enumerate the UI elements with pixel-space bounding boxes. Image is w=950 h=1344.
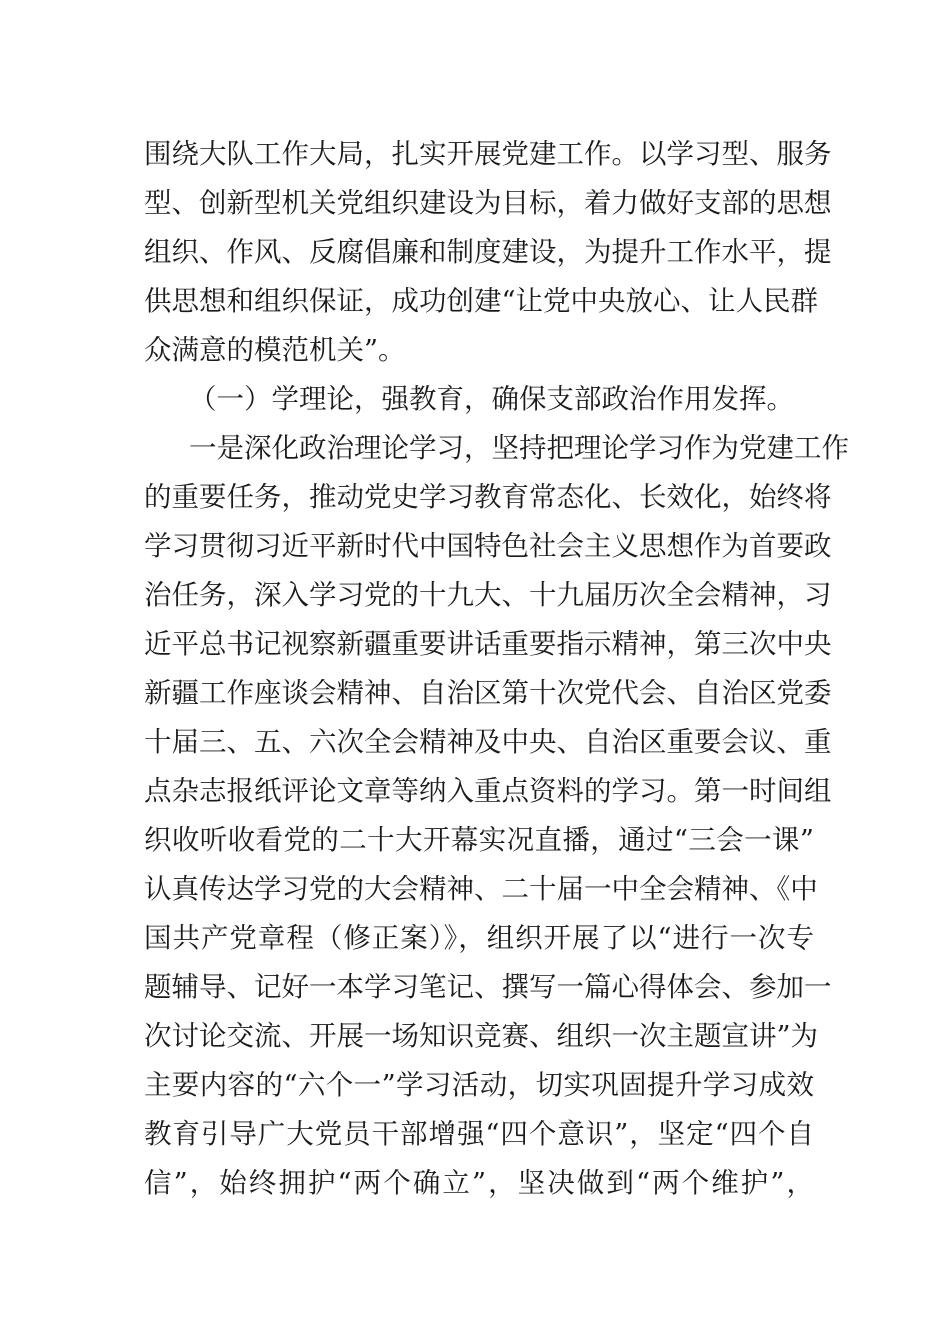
paragraph-line: 众满意的模范机关”。 [144, 334, 406, 366]
paragraph-line: 一是深化政治理论学习，坚持把理论学习作为党建工作 [189, 432, 849, 464]
paragraph-line: 围绕大队工作大局，扎实开展党建工作。以学习型、服务 [144, 138, 832, 170]
paragraph-line: 教育引导广大党员干部增强“四个意识”，坚定“四个自 [144, 1118, 814, 1150]
paragraph-line: 国共产党章程（修正案）》，组织开展了以“进行一次专 [144, 922, 814, 954]
paragraph-line: 织收听收看党的二十大开幕实况直播，通过“三会一课” [144, 824, 814, 856]
paragraph-line: 组织、作风、反腐倡廉和制度建设，为提升工作水平，提 [144, 236, 832, 268]
paragraph-line: 点杂志报纸评论文章等纳入重点资料的学习。第一时间组 [144, 775, 832, 807]
paragraph-line: 新疆工作座谈会精神、自治区第十次党代会、自治区党委 [144, 677, 832, 709]
paragraph-line: 主要内容的“六个一”学习活动，切实巩固提升学习成效 [144, 1069, 814, 1101]
paragraph-line: 学习贯彻习近平新时代中国特色社会主义思想作为首要政 [144, 530, 832, 562]
paragraph-line: 次讨论交流、开展一场知识竞赛、组织一次主题宣讲”为 [144, 1020, 819, 1052]
paragraph-line: 题辅导、记好一本学习笔记、撰写一篇心得体会、参加一 [144, 971, 832, 1003]
section-heading: （一）学理论，强教育，确保支部政治作用发挥。 [189, 383, 794, 415]
paragraph-line: 型、创新型机关党组织建设为目标，着力做好支部的思想 [144, 187, 832, 219]
paragraph-line: 认真传达学习党的大会精神、二十届一中全会精神、《中 [144, 873, 818, 905]
paragraph-line: 近平总书记视察新疆重要讲话重要指示精神，第三次中央 [144, 628, 832, 660]
paragraph-line: 治任务，深入学习党的十九大、十九届历次全会精神，习 [144, 579, 832, 611]
paragraph-line: 十届三、五、六次全会精神及中央、自治区重要会议、重 [144, 726, 832, 758]
paragraph-line: 信”，始终拥护“两个确立”，坚决做到“两个维护”， [144, 1167, 814, 1199]
paragraph-line: 的重要任务，推动党史学习教育常态化、长效化，始终将 [144, 481, 832, 513]
paragraph-line: 供思想和组织保证，成功创建“让党中央放心、让人民群 [144, 285, 819, 317]
